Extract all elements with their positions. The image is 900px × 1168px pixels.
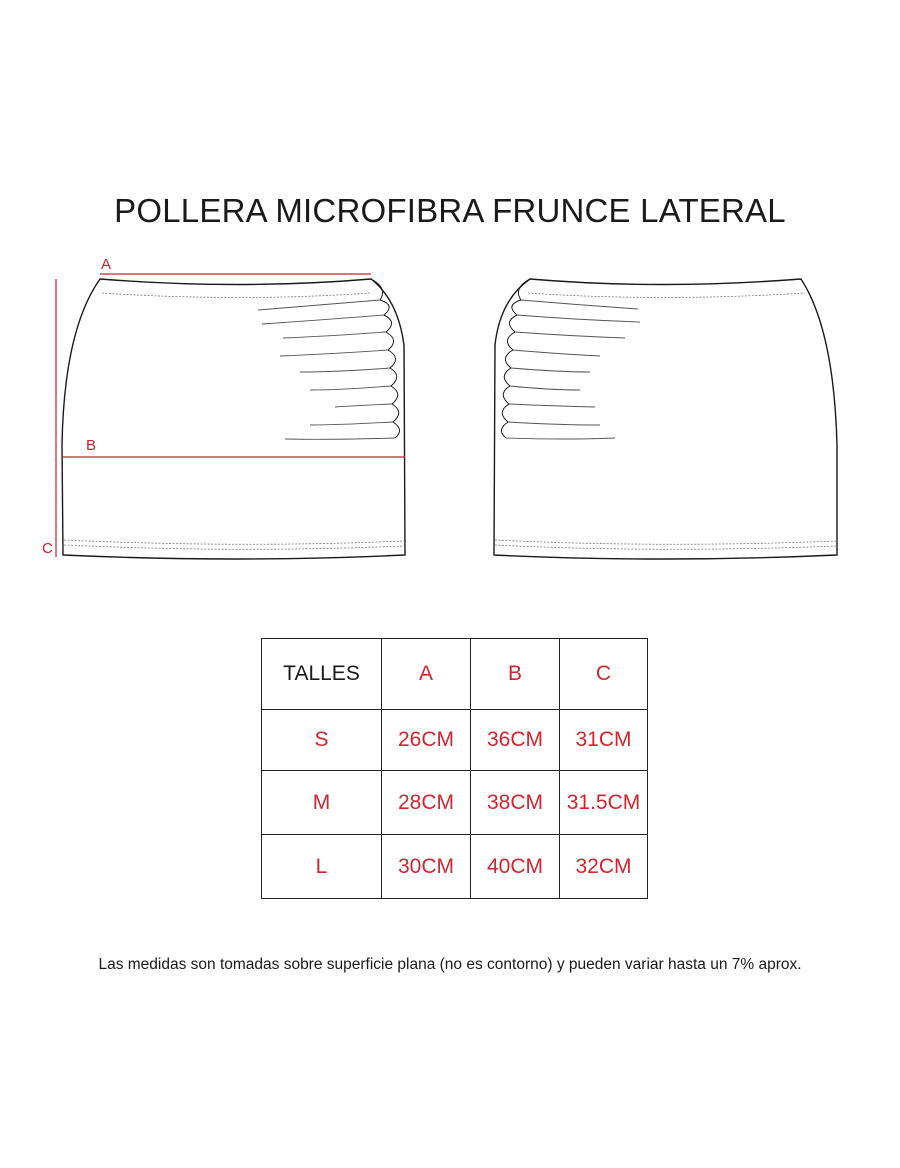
- waistband-seam-back: [528, 293, 805, 298]
- header-talles: TALLES: [262, 639, 382, 710]
- skirt-front-view: [62, 279, 405, 559]
- hem-seam-back-2: [495, 545, 836, 549]
- header-a: A: [382, 639, 471, 710]
- size-cell: M: [262, 771, 382, 835]
- header-b: B: [471, 639, 560, 710]
- table-header-row: [262, 639, 648, 710]
- size-chart-table: [261, 638, 648, 899]
- hem-seam-2: [64, 545, 404, 549]
- table-row: [262, 710, 648, 771]
- waistband-seam: [102, 293, 370, 298]
- measure-cell: 38CM: [471, 771, 560, 835]
- measurement-guides: [56, 274, 405, 557]
- ruching-lines-back: [506, 300, 640, 439]
- table-row: [262, 771, 648, 835]
- measure-cell: 31CM: [560, 710, 648, 771]
- hem-seam-back: [495, 540, 836, 544]
- measure-cell: 36CM: [471, 710, 560, 771]
- ruching-wave-front: [371, 279, 400, 438]
- skirt-back-view: [494, 279, 837, 559]
- ruching-lines-front: [258, 300, 395, 439]
- measure-b-label: B: [86, 437, 97, 454]
- measure-cell: 30CM: [382, 835, 471, 899]
- skirt-technical-drawing: [0, 250, 900, 580]
- table-row: [262, 835, 648, 899]
- skirt-back-outline: [494, 279, 837, 559]
- measure-cell: 40CM: [471, 835, 560, 899]
- measure-cell: 31.5CM: [560, 771, 648, 835]
- measure-c-label: C: [42, 540, 53, 557]
- measure-cell: 32CM: [560, 835, 648, 899]
- measure-a-label: A: [101, 256, 112, 273]
- skirt-front-outline: [62, 279, 405, 559]
- ruching-wave-back: [501, 279, 530, 438]
- measure-cell: 28CM: [382, 771, 471, 835]
- hem-seam: [64, 540, 404, 544]
- measure-cell: 26CM: [382, 710, 471, 771]
- measurement-note: Las medidas son tomadas sobre superficie plana (no es contorno) y pueden variar hasta un 7% aprox.: [98, 956, 802, 973]
- page-title: POLLERA MICROFIBRA FRUNCE LATERAL: [114, 192, 786, 229]
- header-c: C: [560, 639, 648, 710]
- size-cell: S: [262, 710, 382, 771]
- size-cell: L: [262, 835, 382, 899]
